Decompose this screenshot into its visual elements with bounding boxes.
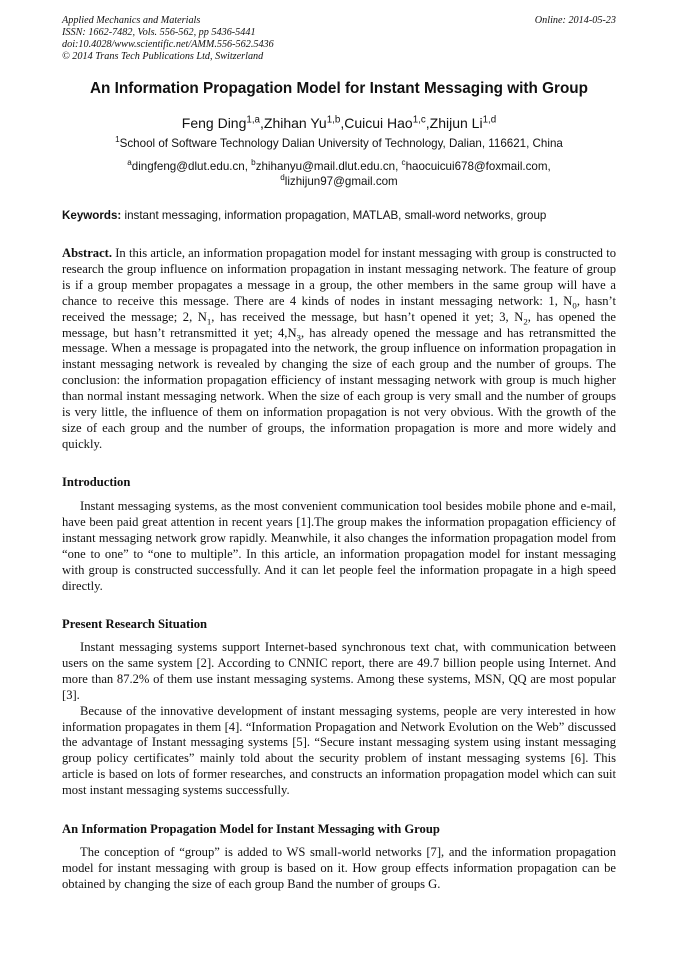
author-superscript: 1,c: [412, 114, 426, 126]
paragraph: Instant messaging systems support Internet-based synchronous text chat, with communication between users on the same system [2]. According to CNNIC report, there are 49.7 billion people using Internet. And more than 87.2% of them use instant messaging systems. Among these systems, MSN, QQ are most popular [3].: [62, 640, 616, 702]
email-address: haocuicui678@foxmail.com,: [405, 160, 551, 173]
issn-line: ISSN: 1662-7482, Vols. 556-562, pp 5436-5441: [62, 27, 256, 38]
paragraph: Instant messaging systems, as the most convenient communication tool besides mobile phone and e-mail, have been paid great attention in recent years [1].The group makes the information propagation efficiency of instant messaging network grow rapidly. Meanwhile, it also changes the information propagation model from “one to one” to “one to multiple”. In this article, an information propagation model for instant messaging with group is constructed successfully. And it can let people feel the information propagate in a high speed directly.: [62, 499, 616, 593]
paragraph: Because of the innovative development of instant messaging systems, people are very interested in how information propagates in them [4]. “Information Propagation and Network Evolution on the Web” discussed the advantage of Instant messaging systems [5]. “Secure instant messaging system using instant messaging group policy certificates” mainly told about the security problem of instant messaging systems [6]. This article is based on lots of former researches, and constructs an information propagation model which can suit most instant messaging systems successfully.: [62, 703, 616, 798]
abstract: Abstract. In this article, an information propagation model for instant messaging with group is constructed to research the group influence on information propagation in instant messaging network. The feature of group is if a group member propagates a message in a group, the other members in the same group will have a chance to receive this message. There are 4 kinds of nodes in instant messaging network: 1, $N_0$, hasn’t received the message; 2, $N_1$, has received the message, but hasn’t opened it yet; 3, $N_2$, has opened the message, but hasn’t retransmitted it yet; $4,N_3$, has already opened the message and has retransmitted the message. When a message is propagated into the network, the group influence on information propagation in instant messaging network is revealed by changing the size of each group and the number of groups. The conclusion: the information propagation efficiency of instant messaging network with group is much higher than normal instant messaging network. When the size of each group is very small and the number of groups is very little, the influence of them on information propagation is not very obvious. With the growth of the size of each group and the number of groups, the information propagation is more and more widely and quickly.: [62, 246, 616, 451]
author-name: Zhijun Li: [429, 115, 483, 131]
author-superscript: 1,a: [246, 114, 260, 126]
journal-header: [62, 15, 616, 63]
keywords: [62, 209, 616, 222]
section-heading-introduction: Introduction: [62, 475, 131, 489]
paragraph: The conception of “group” is added to WS small-world networks [7], and the information propagation model for instant messaging with group is based on it. How group effects information propagation can be obtained by changing the size of each group Band the number of groups G.: [62, 845, 616, 891]
email-address: lizhijun97@gmail.com: [284, 175, 398, 188]
author-name: Feng Ding: [181, 115, 247, 131]
section-heading-research: Present Research Situation: [62, 617, 208, 631]
author-superscript: 1,b: [326, 114, 341, 126]
journal-name: Applied Mechanics and Materials: [62, 15, 201, 26]
introduction-body: [62, 499, 616, 594]
affiliation: $^1$School of Software Technology Dalian University of Technology, Dalian, 116621, China: [115, 135, 563, 150]
research-body: [62, 640, 616, 799]
doi-line: doi:10.4028/www.scientific.net/AMM.556-562.5436: [62, 39, 274, 50]
author-superscript: 1,d: [482, 114, 497, 126]
author-name: Cuicui Hao: [344, 115, 413, 131]
online-date: Online: 2014-05-23: [534, 15, 616, 26]
model-body: [62, 845, 616, 893]
email-list: $^a$dingfeng@dlut.edu.cn, $^b$zhihanyu@mail.dlut.edu.cn, $^c$haocuicui678@foxmail.com, $^d$lizhijun97@gmail.com: [127, 158, 551, 188]
email-address: dingfeng@dlut.edu.cn,: [131, 160, 252, 173]
keywords-text: instant messaging, information propagation, MATLAB, small-word networks, group: [121, 209, 547, 222]
paper-title: An Information Propagation Model for Instant Messaging with Group: [90, 80, 588, 97]
section-heading-model: An Information Propagation Model for Instant Messaging with Group: [62, 822, 440, 836]
author-list: Feng Ding$^{1,a}$,Zhihan Yu$^{1,b}$,Cuicui Hao$^{1,c}$,Zhijun Li$^{1,d}$: [181, 114, 497, 131]
keywords-label: Keywords:: [62, 209, 122, 222]
copyright-line: © 2014 Trans Tech Publications Ltd, Switzerland: [62, 51, 264, 62]
email-address: zhihanyu@mail.dlut.edu.cn,: [255, 160, 402, 173]
abstract-label: Abstract.: [62, 246, 113, 260]
author-name: Zhihan Yu: [263, 115, 327, 131]
